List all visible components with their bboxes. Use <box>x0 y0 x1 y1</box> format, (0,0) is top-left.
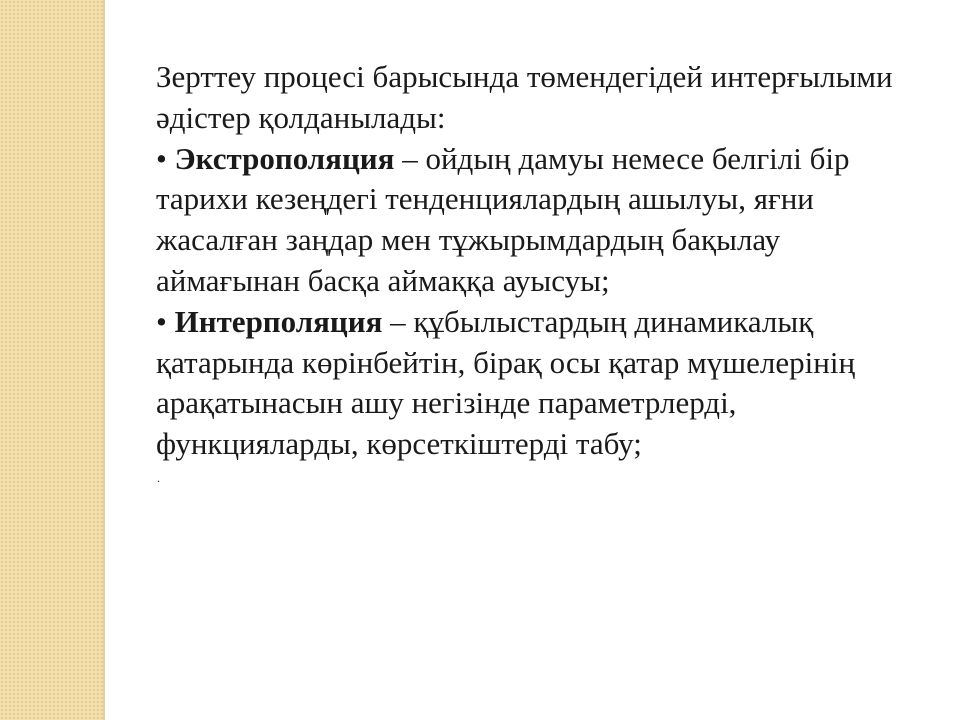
intro-paragraph: Зерттеу процесі барысында төмендегідей интерғылыми әдістер қолданылады: <box>156 59 893 135</box>
bullet-marker: • <box>156 140 167 176</box>
term-interpolation: Интерполяция <box>174 303 383 339</box>
bullet-item-extrapolation <box>156 139 926 302</box>
decorative-side-band <box>0 0 105 720</box>
term-extrapolation: Экстрополяция <box>174 140 395 176</box>
definition-interpolation: – құбылыстардың динамикалық қатарында көрінбейтін, бірақ осы қатар мүшелерінің арақатынасын ашу негізінде параметрлерді, функцияларды, көрсеткіштерді табу; <box>156 303 856 462</box>
slide-body <box>156 57 926 491</box>
definition-extrapolation: – ойдың дамуы немесе белгілі бір тарихи кезеңдегі тенденциялардың ашылуы, яғни жасалған заңдар мен тұжырымдардың бақылау аймағынан басқа аймаққа ауысуы; <box>156 140 850 298</box>
bullet-item-interpolation <box>156 302 926 465</box>
trailing-dot: . <box>157 470 160 485</box>
bullet-marker: • <box>156 303 167 339</box>
